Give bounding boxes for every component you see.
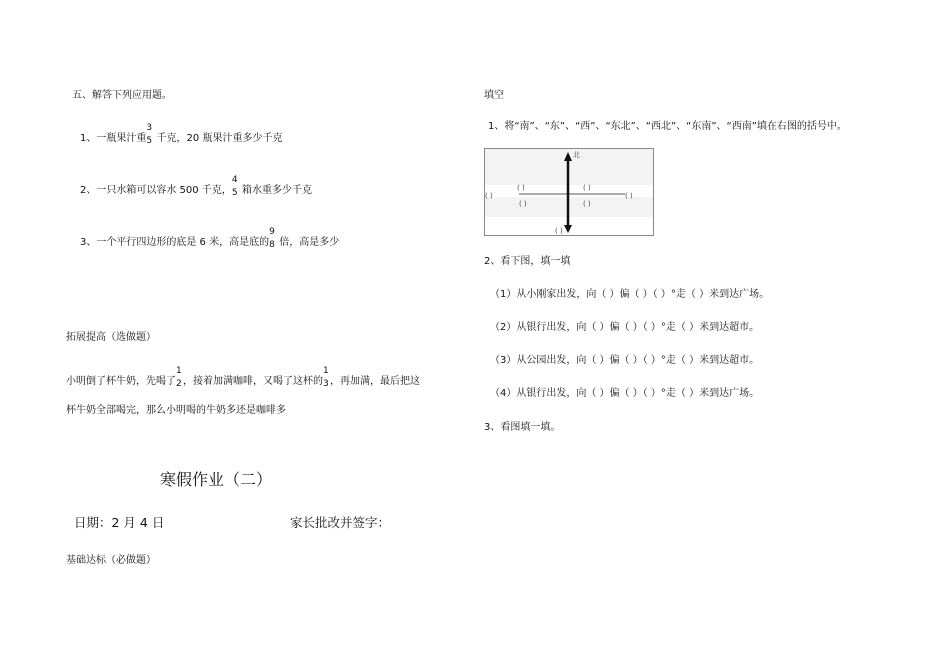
bracket-southwest: ( ) <box>519 200 527 208</box>
fraction-numerator: 1 <box>323 366 329 376</box>
bracket-west: ( ) <box>485 192 493 200</box>
fill-question-1: 1、将“南”、“东”、“西”、“东北”、“西北”、“东南”、“西南”填在右图的括号中。 <box>488 121 847 132</box>
homework-title: 寒假作业（二） <box>160 470 273 489</box>
fraction-numerator: 3 <box>146 123 153 133</box>
section5-title: 五、解答下列应用题。 <box>72 90 172 101</box>
fraction <box>146 123 153 146</box>
fraction <box>323 366 330 389</box>
bracket-south: ( ) <box>555 227 563 235</box>
compass-figure <box>484 148 654 236</box>
q2-text-a: 2、一只水箱可以容水 500 千克， <box>80 185 232 196</box>
south-arrow-icon <box>564 225 572 233</box>
parent-sign-label: 家长批改并签字： <box>290 515 391 530</box>
q3-text-a: 3、一个平行四边形的底是 6 米，高是底的 <box>80 237 270 248</box>
fraction <box>176 366 183 389</box>
fill-title: 填空 <box>484 90 504 101</box>
q1-text-b: 千克，20 瓶果汁重多少千克 <box>153 133 283 144</box>
bracket-northwest: ( ) <box>517 184 525 192</box>
north-arrow-icon <box>564 152 572 161</box>
question-1 <box>80 123 283 146</box>
basic-title: 基础达标（必做题） <box>66 555 156 566</box>
extend-line-1 <box>66 366 420 389</box>
fraction-denominator: 3 <box>323 379 329 389</box>
q3-text-b: 倍，高是多少 <box>276 237 340 248</box>
fraction-denominator: 5 <box>146 136 153 146</box>
q2-item-4: （4）从银行出发，向（ ）偏（ ）（ ）°走（ ）米到达广场。 <box>490 388 760 399</box>
extend-line-2: 杯牛奶全部喝完，那么小明喝的牛奶多还是咖啡多 <box>66 405 286 416</box>
fraction-denominator: 2 <box>176 379 182 389</box>
fraction <box>231 175 239 198</box>
bracket-northeast: ( ) <box>583 184 591 192</box>
q2-item-1: （1）从小刚家出发，向（ ）偏（ ）（ ）°走（ ）米到达广场。 <box>490 289 770 300</box>
question-3 <box>80 227 340 250</box>
bracket-southeast: ( ) <box>583 200 591 208</box>
q2-text-b: 箱水重多少千克 <box>238 185 312 196</box>
extend-text-b: ，接着加满咖啡，又喝了这杯的 <box>183 376 323 387</box>
question-2 <box>80 175 312 198</box>
date-label: 日期：2 月 4 日 <box>74 515 165 530</box>
fraction-numerator: 9 <box>269 227 275 237</box>
q2-item-2: （2）从银行出发，向（ ）偏（ ）（ ）°走（ ）米到达超市。 <box>490 322 760 333</box>
fraction <box>269 227 276 250</box>
north-label: 北 <box>573 151 580 159</box>
bracket-east: ( ) <box>625 192 633 200</box>
fill-question-3: 3、看图填一填。 <box>484 422 561 433</box>
fraction-numerator: 1 <box>176 366 182 376</box>
fraction-denominator: 8 <box>269 240 275 250</box>
fill-question-2: 2、看下图，填一填 <box>484 256 571 267</box>
fraction-denominator: 5 <box>231 188 238 198</box>
fraction-numerator: 4 <box>231 175 238 185</box>
extend-text-a: 小明倒了杯牛奶，先喝了 <box>66 376 176 387</box>
extend-title: 拓展提高（选做题） <box>66 332 156 343</box>
q2-item-3: （3）从公园出发，向（ ）偏（ ）（ ）°走（ ）米到达超市。 <box>490 355 760 366</box>
extend-text-c: ，再加满，最后把这 <box>330 376 420 387</box>
q1-text-a: 1、一瓶果汁重 <box>80 133 147 144</box>
